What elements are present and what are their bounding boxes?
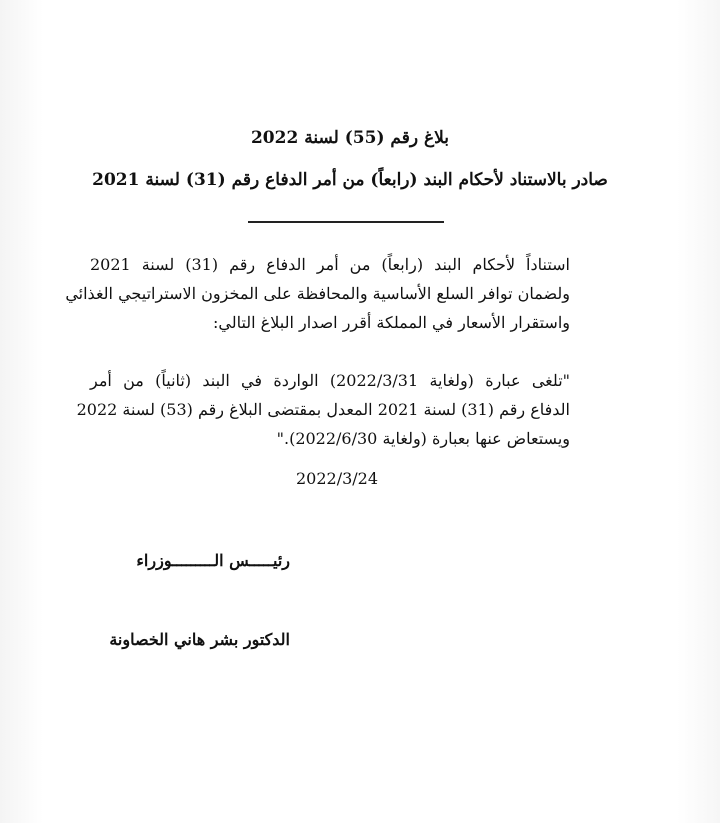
title-divider bbox=[248, 221, 444, 223]
notice-title: بلاغ رقم (55) لسنة 2022 bbox=[250, 128, 450, 148]
paragraph-line: الدفاع رقم (31) لسنة 2021 المعدل بمقتضى البلاغ رقم (53) لسنة 2022 bbox=[76, 400, 570, 419]
paragraph-line: ولضمان توافر السلع الأساسية والمحافظة على المخزون الاستراتيجي الغذائي bbox=[65, 284, 570, 303]
amendment-paragraph bbox=[76, 366, 571, 453]
notice-subtitle: صادر بالاستناد لأحكام البند (رابعاً) من أمر الدفاع رقم (31) لسنة 2021 bbox=[92, 170, 608, 190]
paragraph-line: استناداً لأحكام البند (رابعاً) من أمر الدفاع رقم (31) لسنة 2021 bbox=[90, 255, 571, 274]
issue-date: 2022/3/24 bbox=[296, 469, 379, 488]
paragraph-line: "تلغى عبارة (ولغاية 2022/3/31) الواردة في البند (ثانياً) من أمر bbox=[90, 371, 571, 390]
paragraph-line: ويستعاض عنها بعبارة (ولغاية 2022/6/30)." bbox=[276, 429, 570, 448]
preamble-paragraph bbox=[65, 250, 571, 337]
signatory-name: الدكتور بشر هاني الخصاونة bbox=[109, 630, 290, 649]
paragraph-line: واستقرار الأسعار في المملكة أقرر اصدار البلاغ التالي: bbox=[212, 313, 570, 332]
signatory-title: رئيـــــس الـــــــــوزراء bbox=[136, 551, 290, 570]
